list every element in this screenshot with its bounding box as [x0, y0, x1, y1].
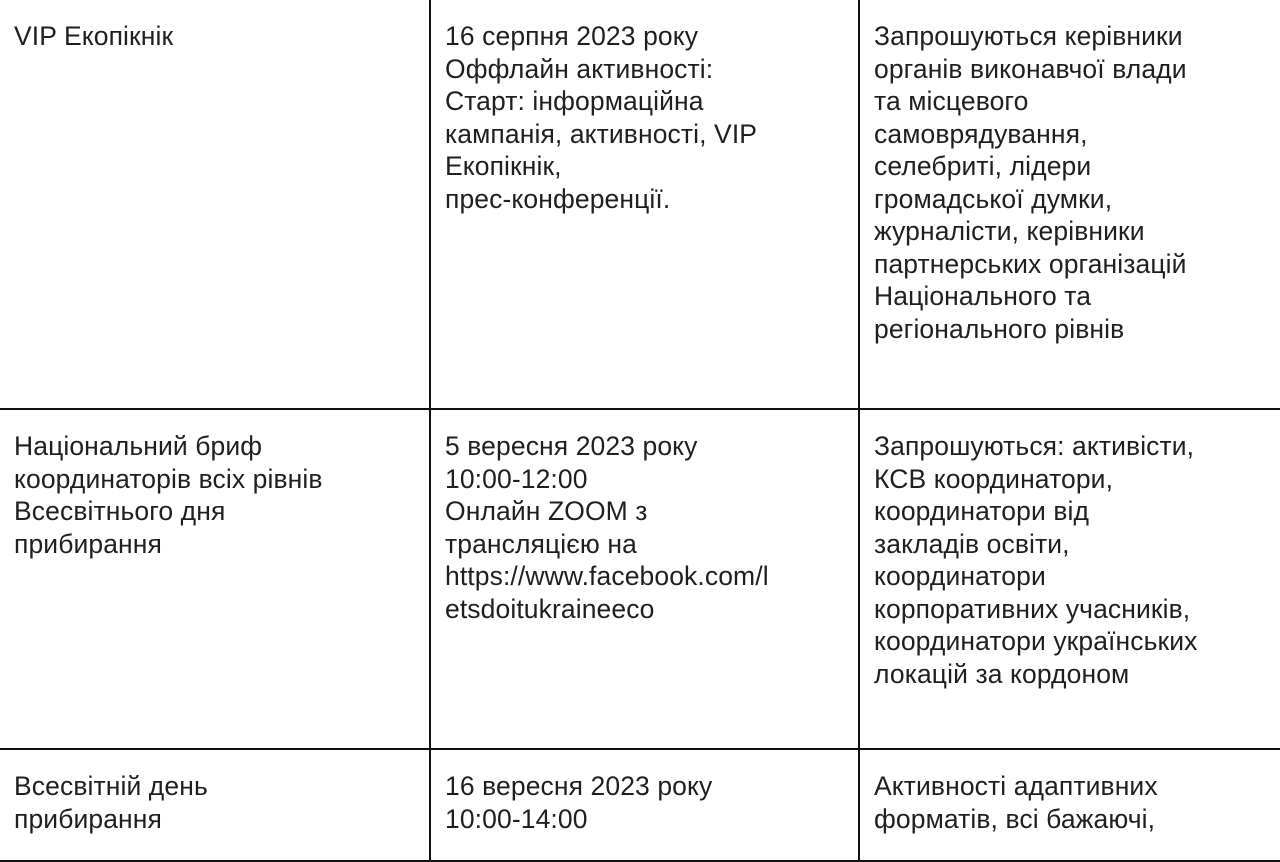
table-row — [0, 749, 1280, 861]
event-cell — [0, 749, 430, 861]
datetime-cell — [430, 0, 859, 409]
datetime-text: 16 серпня 2023 року — [445, 21, 699, 51]
table-row — [0, 409, 1280, 749]
participants-text: самоврядування, — [874, 118, 1088, 149]
event-cell — [0, 0, 430, 409]
event-text: Всесвітній день — [14, 771, 208, 801]
participants-text: корпоративних учасників, — [874, 593, 1191, 624]
participants-text: локацій за кордоном — [874, 658, 1130, 689]
table-row — [0, 0, 1280, 409]
datetime-text: Старт: інформаційна — [445, 86, 704, 116]
participants-text: селебриті, лідери — [874, 151, 1092, 181]
participants-text: Активності адаптивних — [874, 771, 1158, 801]
datetime-text: 16 вересня 2023 року — [445, 771, 713, 801]
event-text: Всесвітнього дня — [14, 496, 226, 526]
participants-text: координатори від — [874, 496, 1090, 526]
datetime-text: 10:00-12:00 — [445, 463, 588, 494]
event-text: координаторів всіх рівнів — [14, 463, 323, 494]
datetime-cell — [430, 409, 859, 749]
facebook-link-text: etsdoitukraineeco — [445, 593, 655, 624]
participants-text: координатори українських — [874, 626, 1198, 656]
participants-text: громадської думки, — [874, 183, 1113, 214]
datetime-text: 10:00-14:00 — [445, 803, 588, 834]
participants-text: та місцевого — [874, 86, 1029, 116]
facebook-link-text: https://www.facebook.com/l — [445, 561, 769, 591]
event-text: VIP Екопікнік — [14, 21, 174, 51]
participants-text: журналісти, керівники — [874, 216, 1145, 246]
participants-text: органів виконавчої влади — [874, 53, 1187, 84]
participants-text: Запрошуються: активісти, — [874, 431, 1195, 461]
datetime-text: кампанія, активності, VIP — [445, 118, 758, 149]
event-cell — [0, 409, 430, 749]
datetime-cell — [430, 749, 859, 861]
event-text: прибирання — [14, 803, 162, 834]
participants-cell — [859, 409, 1280, 749]
participants-cell — [859, 0, 1280, 409]
participants-text: закладів освіти, — [874, 528, 1070, 559]
participants-text: координатори — [874, 561, 1046, 591]
participants-text: регіонального рівнів — [874, 313, 1125, 344]
datetime-text: Екопікнік, — [445, 151, 562, 181]
datetime-text: прес-конференції. — [445, 183, 671, 214]
datetime-text: трансляцією на — [445, 528, 637, 559]
participants-text: КСВ координатори, — [874, 463, 1114, 494]
participants-text: форматів, всі бажаючі, — [874, 803, 1156, 834]
event-text: Національний бриф — [14, 431, 263, 461]
participants-text: Національного та — [874, 281, 1092, 311]
participants-text: партнерських організацій — [874, 248, 1187, 279]
datetime-text: 5 вересня 2023 року — [445, 431, 698, 461]
event-text: прибирання — [14, 528, 162, 559]
participants-text: Запрошуються керівники — [874, 21, 1183, 51]
datetime-text: Оффлайн активності: — [445, 53, 714, 84]
participants-cell — [859, 749, 1280, 861]
datetime-text: Онлайн ZOOM з — [445, 496, 648, 526]
